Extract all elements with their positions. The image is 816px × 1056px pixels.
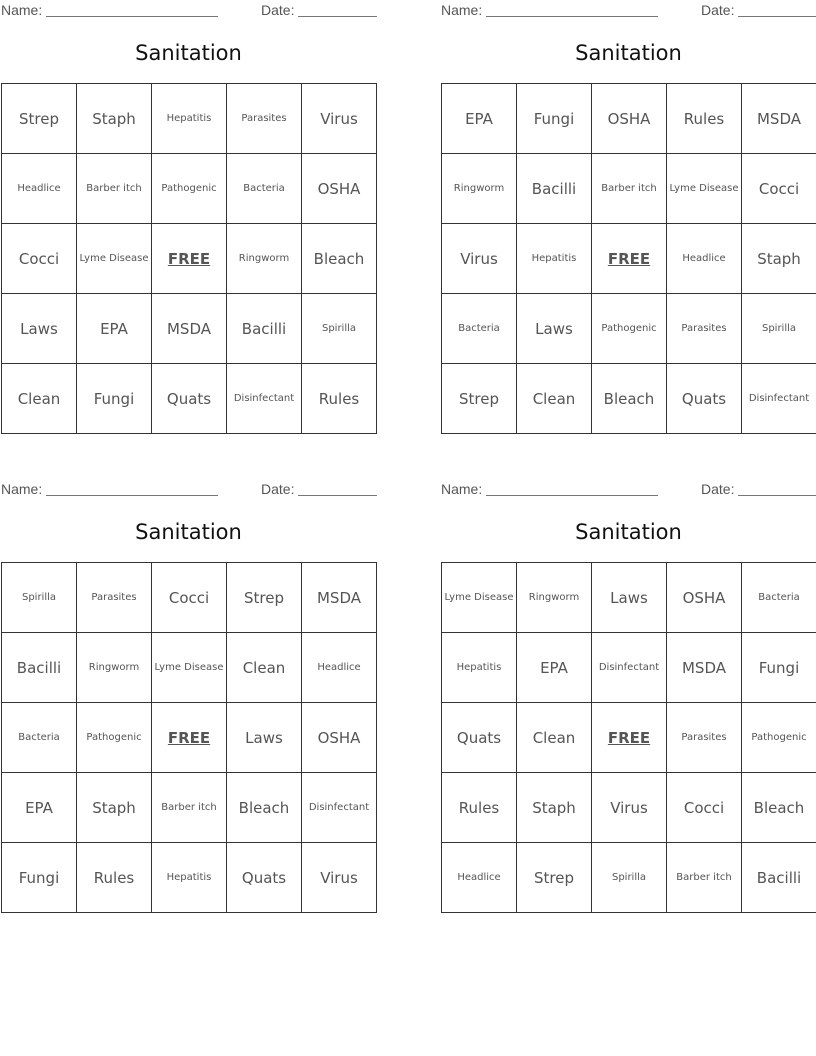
bingo-card-4	[441, 479, 816, 914]
date-line	[298, 16, 377, 17]
card-title: Sanitation	[575, 520, 682, 544]
grid-cell: Staph	[77, 773, 152, 843]
grid-row	[442, 294, 816, 364]
grid-cell: Parasites	[667, 294, 742, 364]
grid-row	[2, 703, 377, 773]
grid-cell: Clean	[517, 703, 592, 773]
grid-cell: Quats	[667, 364, 742, 434]
grid-cell: Quats	[152, 364, 227, 434]
date-label: Date:	[261, 481, 295, 497]
grid-cell: Headlice	[442, 843, 517, 913]
grid-cell: Hepatitis	[152, 84, 227, 154]
grid-cell: Laws	[2, 294, 77, 364]
card-header	[441, 0, 816, 22]
grid-cell: Cocci	[2, 224, 77, 294]
grid-cell: Hepatitis	[152, 843, 227, 913]
grid-cell: OSHA	[667, 563, 742, 633]
grid-cell: Hepatitis	[517, 224, 592, 294]
grid-cell: EPA	[77, 294, 152, 364]
date-line	[298, 495, 377, 496]
grid-cell: Headlice	[2, 154, 77, 224]
grid-cell: Bleach	[227, 773, 302, 843]
card-header	[1, 0, 377, 22]
grid-cell: Bacteria	[742, 563, 816, 633]
card-header	[441, 479, 816, 501]
grid-row	[2, 154, 377, 224]
grid-cell: EPA	[517, 633, 592, 703]
grid-cell: Rules	[442, 773, 517, 843]
name-line	[486, 495, 658, 496]
grid-cell: EPA	[442, 84, 517, 154]
grid-cell: Bacteria	[227, 154, 302, 224]
grid-cell: Staph	[77, 84, 152, 154]
grid-cell: Barber itch	[152, 773, 227, 843]
grid-cell: Ringworm	[77, 633, 152, 703]
grid-cell: Bleach	[302, 224, 377, 294]
grid-cell: Pathogenic	[77, 703, 152, 773]
grid-cell: Disinfectant	[592, 633, 667, 703]
grid-cell: Strep	[2, 84, 77, 154]
free-space: FREE	[592, 224, 667, 294]
bingo-grid	[1, 83, 377, 434]
grid-cell: Barber itch	[592, 154, 667, 224]
grid-row	[442, 703, 816, 773]
date-line	[738, 16, 816, 17]
grid-cell: Virus	[302, 843, 377, 913]
grid-cell: Bleach	[742, 773, 816, 843]
grid-cell: Rules	[302, 364, 377, 434]
grid-cell: Lyme Disease	[667, 154, 742, 224]
grid-row	[2, 364, 377, 434]
grid-cell: Disinfectant	[227, 364, 302, 434]
grid-cell: Virus	[592, 773, 667, 843]
grid-cell: Spirilla	[592, 843, 667, 913]
grid-cell: Lyme Disease	[442, 563, 517, 633]
grid-cell: Cocci	[742, 154, 816, 224]
grid-cell: Spirilla	[742, 294, 816, 364]
name-line	[46, 495, 218, 496]
date-label: Date:	[701, 481, 735, 497]
grid-cell: OSHA	[302, 703, 377, 773]
grid-row	[442, 154, 816, 224]
grid-row	[2, 84, 377, 154]
grid-cell: Ringworm	[517, 563, 592, 633]
grid-cell: Laws	[517, 294, 592, 364]
grid-row	[2, 294, 377, 364]
grid-cell: Pathogenic	[742, 703, 816, 773]
card-title: Sanitation	[575, 41, 682, 65]
card-title: Sanitation	[135, 520, 242, 544]
grid-cell: Lyme Disease	[152, 633, 227, 703]
grid-cell: Virus	[302, 84, 377, 154]
grid-cell: Ringworm	[442, 154, 517, 224]
grid-cell: EPA	[2, 773, 77, 843]
grid-cell: Bleach	[592, 364, 667, 434]
grid-row	[442, 633, 816, 703]
grid-cell: Cocci	[667, 773, 742, 843]
grid-cell: Fungi	[2, 843, 77, 913]
grid-cell: Parasites	[667, 703, 742, 773]
grid-cell: Clean	[2, 364, 77, 434]
grid-cell: Disinfectant	[742, 364, 816, 434]
date-label: Date:	[261, 2, 295, 18]
free-space: FREE	[152, 703, 227, 773]
name-label: Name:	[441, 481, 483, 497]
grid-cell: Rules	[77, 843, 152, 913]
grid-cell: Laws	[227, 703, 302, 773]
grid-cell: Headlice	[667, 224, 742, 294]
bingo-card-1	[1, 0, 376, 435]
bingo-grid	[441, 83, 816, 434]
grid-cell: Bacilli	[2, 633, 77, 703]
grid-row	[442, 224, 816, 294]
grid-cell: Bacteria	[442, 294, 517, 364]
grid-cell: Lyme Disease	[77, 224, 152, 294]
grid-cell: Strep	[227, 563, 302, 633]
grid-cell: Bacilli	[517, 154, 592, 224]
grid-cell: MSDA	[667, 633, 742, 703]
grid-row	[2, 843, 377, 913]
grid-cell: Bacilli	[742, 843, 816, 913]
grid-cell: Fungi	[77, 364, 152, 434]
grid-row	[442, 773, 816, 843]
grid-row	[2, 224, 377, 294]
grid-cell: Fungi	[517, 84, 592, 154]
grid-cell: Rules	[667, 84, 742, 154]
grid-cell: Laws	[592, 563, 667, 633]
grid-cell: Strep	[442, 364, 517, 434]
name-line	[46, 16, 218, 17]
grid-cell: Parasites	[227, 84, 302, 154]
grid-cell: Barber itch	[667, 843, 742, 913]
grid-cell: Disinfectant	[302, 773, 377, 843]
free-space: FREE	[592, 703, 667, 773]
grid-cell: MSDA	[302, 563, 377, 633]
name-label: Name:	[441, 2, 483, 18]
grid-row	[442, 843, 816, 913]
grid-row	[442, 84, 816, 154]
grid-cell: Hepatitis	[442, 633, 517, 703]
grid-cell: MSDA	[152, 294, 227, 364]
date-label: Date:	[701, 2, 735, 18]
name-line	[486, 16, 658, 17]
bingo-grid	[1, 562, 377, 913]
grid-cell: Ringworm	[227, 224, 302, 294]
grid-cell: Spirilla	[2, 563, 77, 633]
grid-cell: Pathogenic	[592, 294, 667, 364]
free-space: FREE	[152, 224, 227, 294]
grid-cell: Headlice	[302, 633, 377, 703]
grid-cell: MSDA	[742, 84, 816, 154]
grid-cell: Staph	[517, 773, 592, 843]
date-line	[738, 495, 816, 496]
card-title: Sanitation	[135, 41, 242, 65]
grid-cell: Staph	[742, 224, 816, 294]
bingo-grid	[441, 562, 816, 913]
grid-row	[442, 563, 816, 633]
grid-cell: Strep	[517, 843, 592, 913]
grid-cell: OSHA	[592, 84, 667, 154]
grid-row	[2, 773, 377, 843]
bingo-card-2	[441, 0, 816, 435]
grid-cell: Bacteria	[2, 703, 77, 773]
grid-cell: Clean	[517, 364, 592, 434]
grid-cell: Pathogenic	[152, 154, 227, 224]
grid-row	[442, 364, 816, 434]
grid-row	[2, 563, 377, 633]
grid-cell: Cocci	[152, 563, 227, 633]
grid-cell: Clean	[227, 633, 302, 703]
grid-cell: OSHA	[302, 154, 377, 224]
grid-cell: Fungi	[742, 633, 816, 703]
grid-cell: Spirilla	[302, 294, 377, 364]
name-label: Name:	[1, 2, 43, 18]
name-label: Name:	[1, 481, 43, 497]
grid-cell: Bacilli	[227, 294, 302, 364]
grid-cell: Virus	[442, 224, 517, 294]
grid-cell: Barber itch	[77, 154, 152, 224]
grid-cell: Quats	[227, 843, 302, 913]
bingo-card-3	[1, 479, 376, 914]
grid-row	[2, 633, 377, 703]
grid-cell: Parasites	[77, 563, 152, 633]
grid-cell: Quats	[442, 703, 517, 773]
card-header	[1, 479, 377, 501]
